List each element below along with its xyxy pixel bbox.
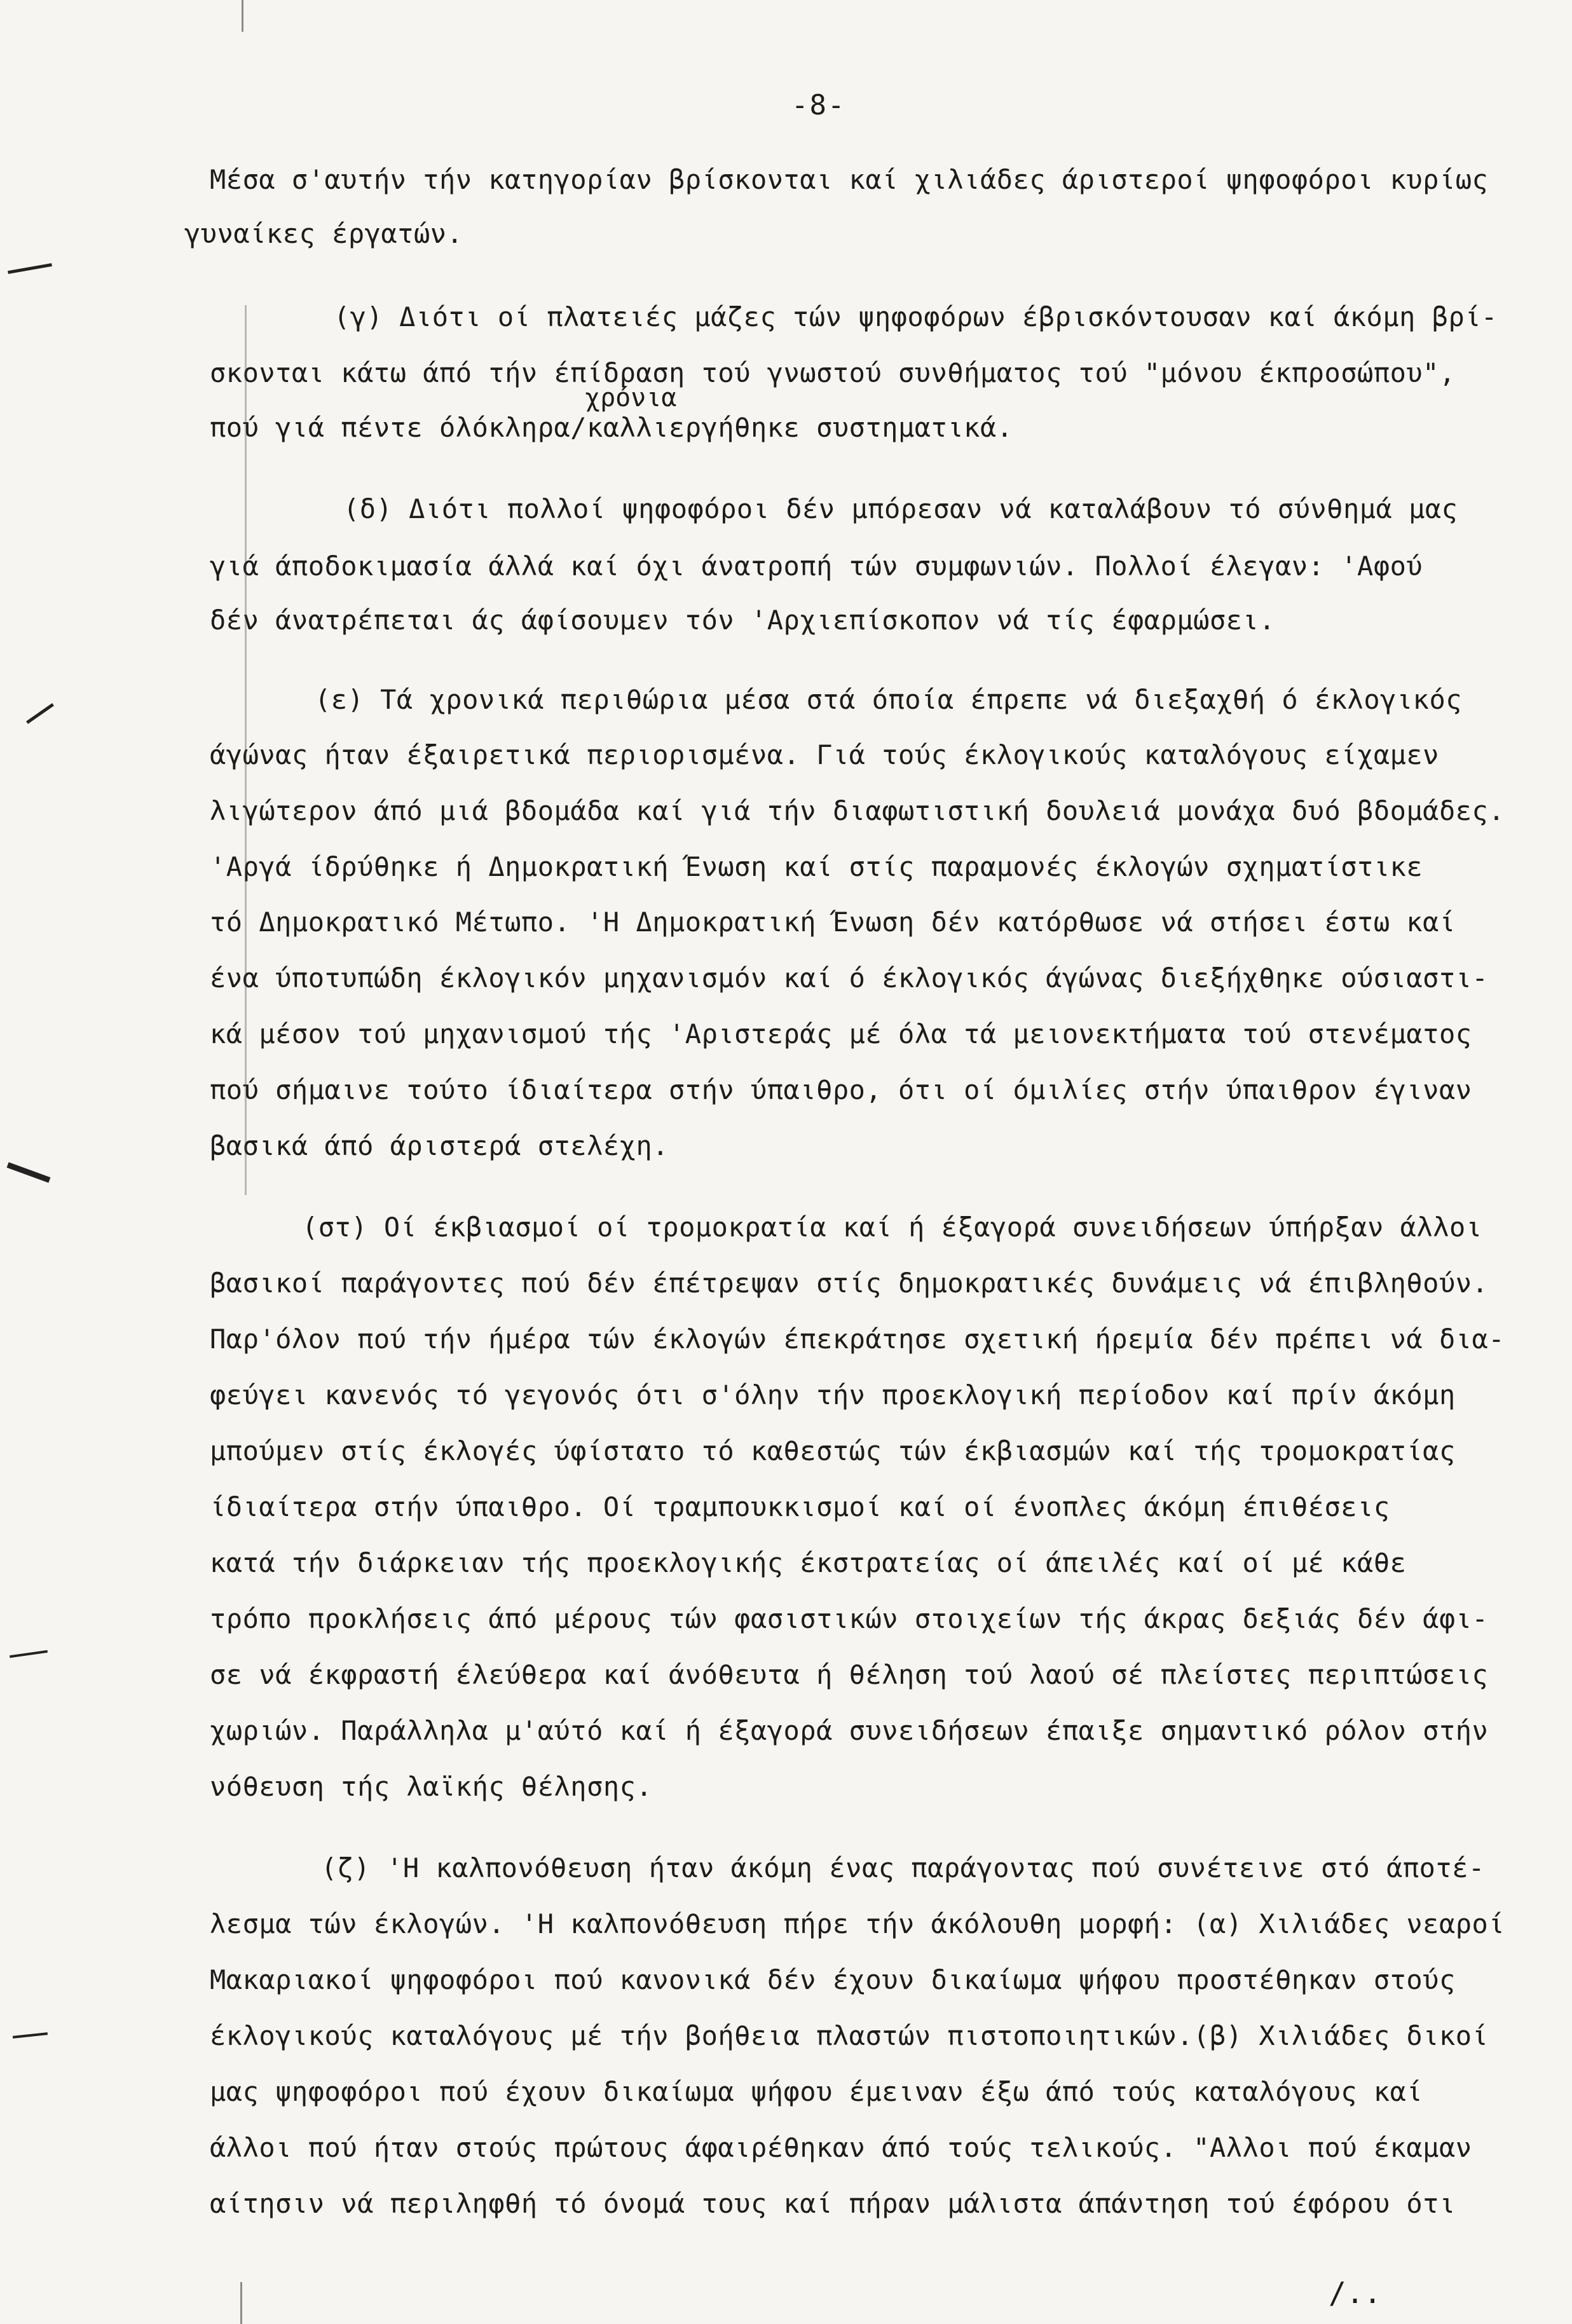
margin-rule bbox=[245, 305, 247, 1195]
left-edge-mark bbox=[8, 263, 52, 274]
left-edge-mark bbox=[10, 1650, 48, 1658]
text-line: (ζ) 'Η καλπονόθευση ήταν άκόμη ένας παράγοντας πού συνέτεινε στό άποτέ- bbox=[321, 1852, 1485, 1883]
text-line: πού γιά πέντε όλόκληρα/καλλιεργήθηκε συστηματικά. bbox=[210, 412, 1013, 443]
text-line: βασικοί παράγοντες πού δέν έπέτρεψαν στίς δημοκρατικές δυνάμεις νά έπιβληθούν. bbox=[210, 1268, 1489, 1299]
text-line: άγώνας ήταν έξαιρετικά περιορισμένα. Γιά τούς έκλογικούς καταλόγους είχαμεν bbox=[210, 739, 1439, 770]
top-edge-rule bbox=[242, 0, 243, 32]
interlinear-insert: χρόνια bbox=[585, 383, 677, 413]
text-line: (στ) Οί έκβιασμοί οί τρομοκρατία καί ή έξαγορά συνειδήσεων ύπήρξαν άλλοι bbox=[302, 1212, 1482, 1243]
text-line: λεσμα τών έκλογών. 'Η καλπονόθευση πήρε τήν άκόλουθη μορφή: (α) Χιλιάδες νεαροί bbox=[210, 1908, 1505, 1939]
text-line: Παρ'όλον πού τήν ήμέρα τών έκλογών έπεκράτησε σχετική ήρεμία δέν πρέπει νά δια- bbox=[210, 1323, 1505, 1355]
text-line: μας ψηφοφόροι πού έχουν δικαίωμα ψήφου έμειναν έξω άπό τούς καταλόγους καί bbox=[210, 2076, 1423, 2107]
text-line: (γ) Διότι οί πλατειές μάζες τών ψηφοφόρων έβρισκόντουσαν καί άκόμη βρί- bbox=[334, 301, 1498, 332]
text-line: κά μέσον τού μηχανισμού τής 'Αριστεράς μέ όλα τά μειονεκτήματα τού στενέματος bbox=[210, 1018, 1472, 1049]
text-line: τρόπο προκλήσεις άπό μέρους τών φασιστικών στοιχείων τής άκρας δεξιάς δέν άφι- bbox=[210, 1603, 1489, 1634]
left-edge-mark bbox=[26, 703, 54, 724]
left-edge-mark bbox=[7, 1162, 51, 1182]
text-line: γυναίκες έργατών. bbox=[184, 218, 463, 249]
text-line: άλλοι πού ήταν στούς πρώτους άφαιρέθηκαν άπό τούς τελικούς. "Αλλοι πού έκαμαν bbox=[210, 2132, 1472, 2163]
page-number: -8- bbox=[791, 89, 846, 121]
text-line: (ε) Τά χρονικά περιθώρια μέσα στά όποία έπρεπε νά διεξαχθή ό έκλογικός bbox=[315, 684, 1463, 715]
text-line: μπούμεν στίς έκλογές ύφίστατο τό καθεστώς τών έκβιασμών καί τής τρομοκρατίας bbox=[210, 1435, 1456, 1466]
text-line: 'Αργά ίδρύθηκε ή Δημοκρατική Ένωση καί στίς παραμονές έκλογών σχηματίστικε bbox=[210, 851, 1423, 882]
text-line: Μέσα σ'αυτήν τήν κατηγορίαν βρίσκονται καί χιλιάδες άριστεροί ψηφοφόροι κυρίως bbox=[210, 164, 1489, 195]
text-line: φεύγει κανενός τό γεγονός ότι σ'όλην τήν προεκλογική περίοδον καί πρίν άκόμη bbox=[210, 1379, 1456, 1411]
text-line: (δ) Διότι πολλοί ψηφοφόροι δέν μπόρεσαν νά καταλάβουν τό σύνθημά μας bbox=[343, 493, 1458, 524]
bottom-edge-rule bbox=[240, 2282, 242, 2324]
text-line: Μακαριακοί ψηφοφόροι πού κανονικά δέν έχουν δικαίωμα ψήφου προστέθηκαν στούς bbox=[210, 1964, 1456, 1995]
text-line: λιγώτερον άπό μιά βδομάδα καί γιά τήν διαφωτιστική δουλειά μονάχα δυό βδομάδες. bbox=[210, 795, 1505, 826]
text-line: νόθευση τής λαϊκής θέλησης. bbox=[210, 1771, 653, 1802]
left-edge-mark bbox=[13, 2032, 48, 2039]
text-line: ίδιαίτερα στήν ύπαιθρο. Οί τραμπουκκισμοί καί οί ένοπλες άκόμη έπιθέσεις bbox=[210, 1491, 1390, 1522]
text-line: γιά άποδοκιμασία άλλά καί όχι άνατροπή τών συμφωνιών. Πολλοί έλεγαν: 'Αφού bbox=[210, 550, 1423, 582]
text-line: κατά τήν διάρκειαν τής προεκλογικής έκστρατείας οί άπειλές καί οί μέ κάθε bbox=[210, 1547, 1407, 1578]
text-line: δέν άνατρέπεται άς άφίσουμεν τόν 'Αρχιεπίσκοπον νά τίς έφαρμώσει. bbox=[210, 605, 1276, 636]
text-line: αίτησιν νά περιληφθή τό όνομά τους καί πήραν μάλιστα άπάντηση τού έφόρου ότι bbox=[210, 2188, 1456, 2219]
text-line: σκονται κάτω άπό τήν έπίδραση τού γνωστού συνθήματος τού "μόνου έκπροσώπου", bbox=[210, 357, 1456, 388]
text-line: βασικά άπό άριστερά στελέχη. bbox=[210, 1130, 669, 1161]
text-line: χωριών. Παράλληλα μ'αύτό καί ή έξαγορά συνειδήσεων έπαιξε σημαντικό ρόλον στήν bbox=[210, 1715, 1489, 1746]
text-line: έκλογικούς καταλόγους μέ τήν βοήθεια πλαστών πιστοποιητικών.(β) Χιλιάδες δικοί bbox=[210, 2020, 1489, 2051]
text-line: πού σήμαινε τούτο ίδιαίτερα στήν ύπαιθρο, ότι οί όμιλίες στήν ύπαιθρον έγιναν bbox=[210, 1074, 1472, 1105]
text-line: σε νά έκφραστή έλεύθερα καί άνόθευτα ή θέληση τού λαού σέ πλείστες περιπτώσεις bbox=[210, 1659, 1489, 1690]
text-line: τό Δημοκρατικό Μέτωπο. 'Η Δημοκρατική Ένωση δέν κατόρθωσε νά στήσει έστω καί bbox=[210, 906, 1456, 938]
text-line: ένα ύποτυπώδη έκλογικόν μηχανισμόν καί ό έκλογικός άγώνας διεξήχθηκε ούσιαστι- bbox=[210, 962, 1489, 994]
continuation-mark: /.. bbox=[1329, 2276, 1382, 2310]
